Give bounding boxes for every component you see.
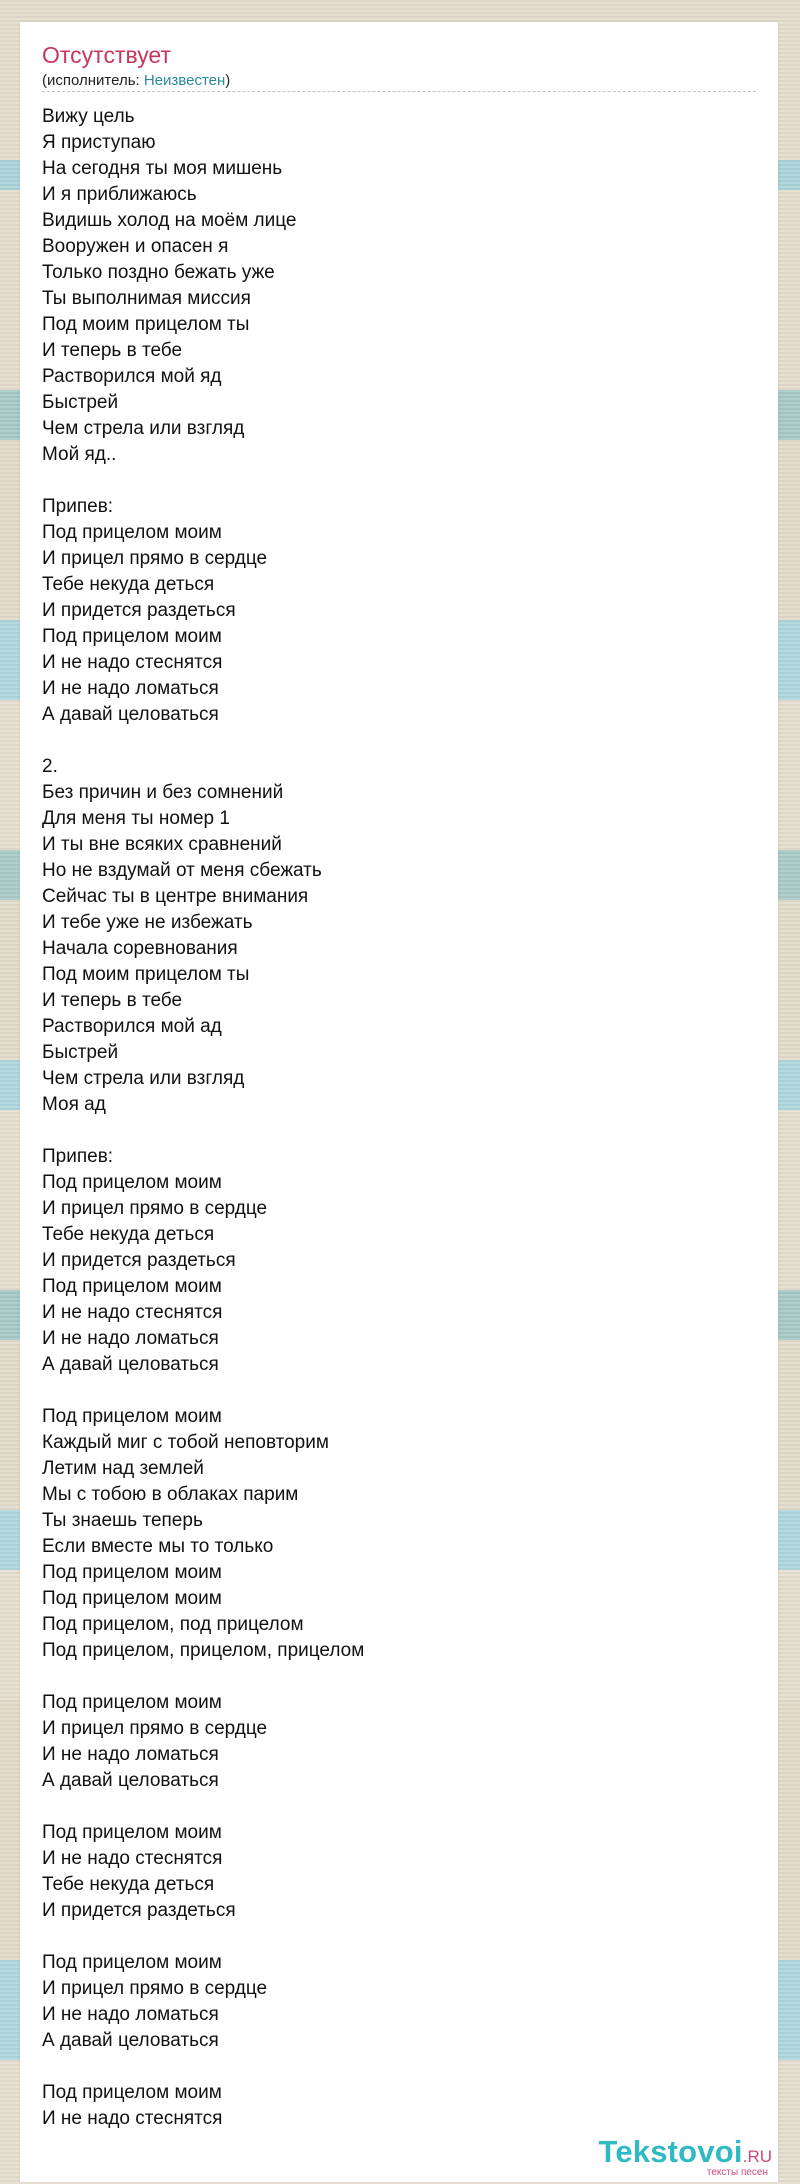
artist-line xyxy=(42,72,230,89)
artist-suffix: ) xyxy=(225,72,231,89)
song-title: Отсутствует xyxy=(42,42,171,68)
artist-prefix: (исполнитель: xyxy=(42,72,144,89)
artist-link[interactable]: Неизвестен xyxy=(143,72,226,89)
logo-tagline: тексты песен xyxy=(706,2167,768,2178)
lyrics-text: Вижу цель Я приступаю На сегодня ты моя мишень И я приближаюсь Видишь холод на моём лице Вооружен и опасен я Только поздно бежать уже Ты выполнимая миссия Под моим прицелом ты И теперь в тебе Растворился мой яд Быстрей Чем стрела или взгляд Мой яд.. Припев: Под прицелом моим И прицел прямо в сердце Тебе некуда деться И придется раздеться Под прицелом моим И не надо стеснятся И не надо ломаться А давай целоваться 2. Без причин и без сомнений Для меня ты номер 1 И ты вне всяких сравнений Но не вздумай от меня сбежать Сейчас ты в центре внимания И тебе уже не избежать Начала соревнования Под моим прицелом ты И теперь в тебе Растворился мой ад Быстрей Чем стрела или взгляд Моя ад Припев: Под прицелом моим И прицел прямо в сердце Тебе некуда деться И придется раздеться Под прицелом моим И не надо стеснятся И не надо ломаться А давай целоваться Под прицелом моим Каждый миг с тобой неповторим Летим над землей Мы с тобою в облаках парим Ты знаешь теперь Если вместе мы то только Под прицелом моим Под прицелом моим Под прицелом, под прицелом Под прицелом, прицелом, прицелом Под прицелом моим И прицел прямо в сердце И не надо ломаться А давай целоваться Под прицелом моим И не надо стеснятся Тебе некуда деться И придется раздеться Под прицелом моим И прицел прямо в сердце И не надо ломаться А давай целоваться Под прицелом моим И не надо стеснятся xyxy=(42,106,365,2129)
logo-tld: .RU xyxy=(742,2147,772,2166)
logo-name: Tekstovoi xyxy=(598,2134,743,2169)
lyrics-card xyxy=(20,22,778,2182)
site-logo[interactable] xyxy=(562,2134,772,2178)
title-divider xyxy=(42,91,756,92)
